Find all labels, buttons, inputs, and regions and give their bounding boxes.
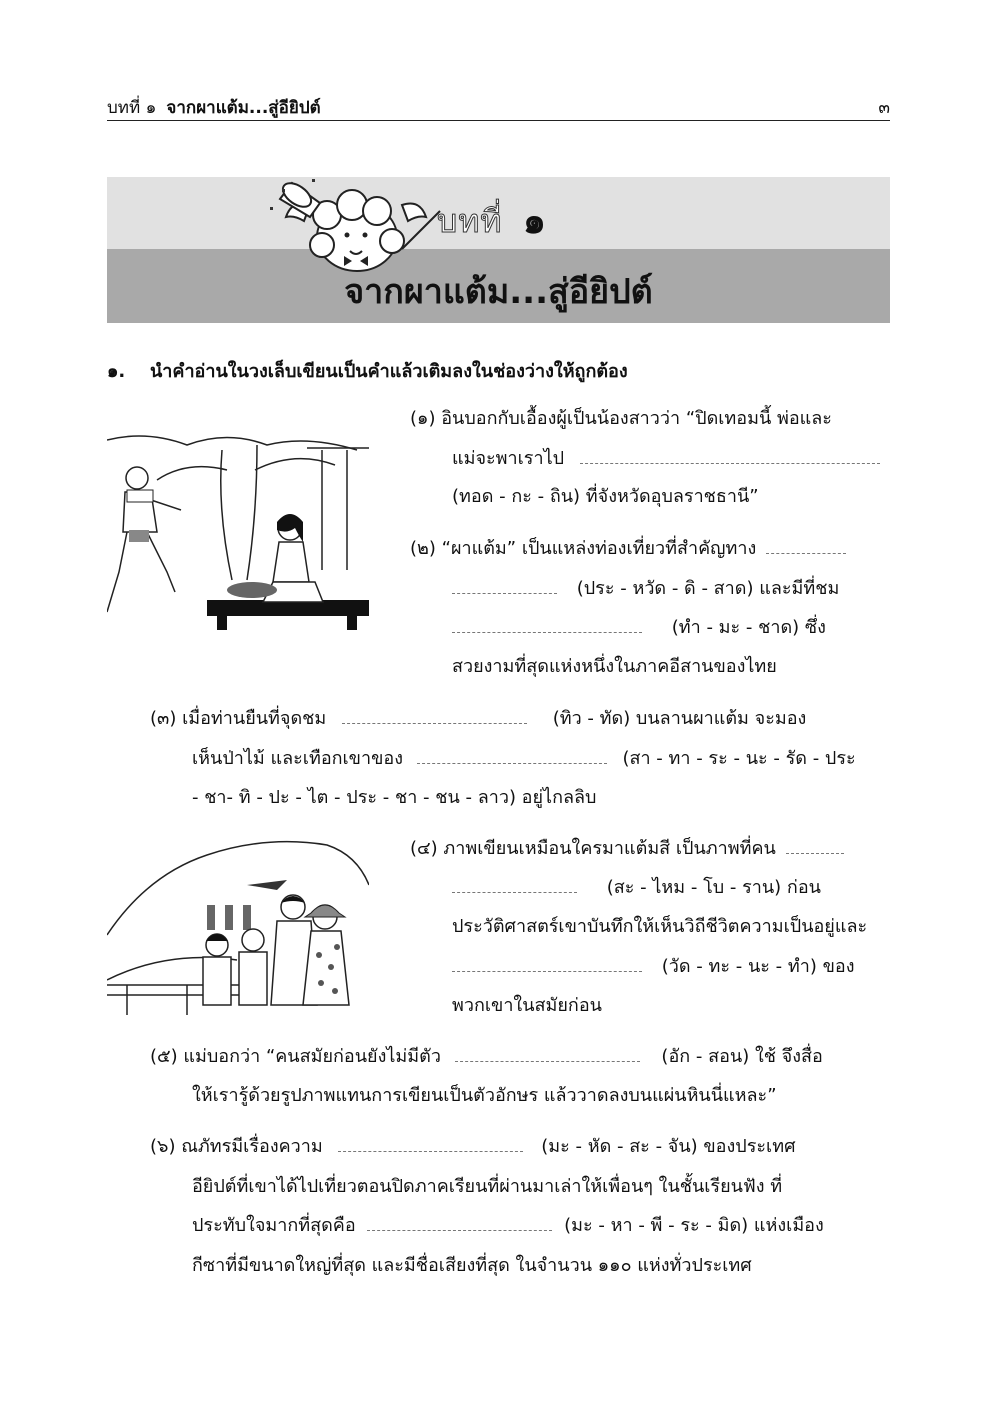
item-3-text-a: เมื่อท่านยืนที่จุดชม	[182, 708, 327, 729]
page-number: ๓	[878, 98, 890, 118]
cave-painting-illustration	[107, 835, 369, 1015]
item-6-text-a2: (มะ - หัด - สะ - จัน) ของประเทศ	[541, 1136, 796, 1157]
item-2-text-a: “ผาแต้ม” เป็นแหล่งท่องเที่ยวที่สำคัญทาง	[441, 538, 757, 559]
answer-blank[interactable]	[342, 707, 527, 724]
item-6-line-2	[192, 1173, 782, 1201]
children-picnic-illustration	[107, 430, 369, 630]
item-6-text-c2: (มะ - หา - พี - ระ - มิด) แห่งเมือง	[564, 1215, 824, 1236]
item-4-text-d: (วัด - ทะ - นะ - ทำ) ของ	[661, 956, 855, 977]
item-3-text-b2: (สา - ทา - ระ - นะ - รัด - ประ	[622, 748, 856, 769]
item-1-line-2	[452, 445, 880, 473]
item-4-line-5	[452, 992, 602, 1020]
answer-blank[interactable]	[338, 1135, 523, 1152]
item-4-line-3	[452, 913, 867, 941]
item-5-text-a: แม่บอกว่า “คนสมัยก่อนยังไม่มีตัว	[183, 1046, 441, 1067]
item-2-line-2	[452, 575, 839, 603]
item-3-number: (๓)	[150, 708, 177, 729]
item-2-line-3	[452, 614, 826, 642]
item-2-text-c: (ทำ - มะ - ชาด) ซึ่ง	[671, 617, 826, 638]
item-2-text-b: (ประ - หวัด - ดิ - สาด) และมีที่ชม	[576, 578, 840, 599]
item-1-text-c: (ทอด - กะ - ถิน) ที่จังหวัดอุบลราชธานี”	[452, 486, 759, 507]
item-4-text-e: พวกเขาในสมัยก่อน	[452, 995, 602, 1016]
item-5-number: (๕)	[150, 1046, 178, 1067]
answer-blank[interactable]	[580, 447, 880, 464]
item-3-line-3	[192, 784, 596, 812]
item-6-line-1	[150, 1133, 796, 1161]
item-1-line-1	[410, 405, 832, 433]
running-header	[107, 92, 890, 121]
item-1-text-a: อินบอกกับเอื้องผู้เป็นน้องสาวว่า “ปิดเทอมนี้ พ่อและ	[441, 408, 832, 429]
chapter-number: ๑	[523, 201, 546, 242]
item-4-line-1	[410, 835, 844, 863]
answer-blank[interactable]	[417, 747, 607, 764]
item-2-number: (๒)	[410, 538, 436, 559]
chapter-label: บทที่	[437, 202, 503, 240]
item-1-line-3	[452, 483, 759, 511]
answer-blank[interactable]	[452, 876, 577, 893]
item-3-text-c: - ชา- ทิ - ปะ - ไต - ประ - ชา - ชน - ลาว) อยู่ไกลลิบ	[192, 787, 597, 808]
answer-blank[interactable]	[452, 577, 557, 594]
item-6-line-4	[192, 1252, 752, 1280]
item-2-line-1	[410, 535, 846, 563]
header-chapter-name: จากผาแต้ม...สู่อียิปต์	[166, 98, 321, 118]
item-3-line-2	[192, 745, 856, 773]
item-5-line-2	[192, 1082, 777, 1110]
item-6-number: (๖)	[150, 1136, 176, 1157]
question-number: ๑.	[107, 361, 126, 382]
item-1-number: (๑)	[410, 408, 436, 429]
answer-blank[interactable]	[367, 1214, 552, 1231]
answer-blank[interactable]	[766, 537, 846, 554]
item-5-text-a2: (อัก - สอน) ใช้ จึงสื่อ	[661, 1046, 823, 1067]
item-3-text-a2: (ทิว - ทัด) บนลานผาแต้ม จะมอง	[552, 708, 807, 729]
item-4-number: (๔)	[410, 838, 438, 859]
item-6-text-a: ณภัทรมีเรื่องความ	[181, 1136, 323, 1157]
item-6-text-c: ประทับใจมากที่สุดคือ	[192, 1215, 356, 1236]
item-5-text-b: ให้เรารู้ด้วยรูปภาพแทนการเขียนเป็นตัวอักษร แล้ววาดลงบนแผ่นหินนี่แหละ”	[192, 1085, 777, 1106]
item-2-line-4	[452, 653, 777, 681]
item-4-text-c: ประวัติศาสตร์เขาบันทึกให้เห็นวิถีชีวิตความเป็นอยู่และ	[452, 916, 868, 937]
item-1-text-b: แม่จะพาเราไป	[452, 448, 565, 469]
answer-blank[interactable]	[452, 955, 642, 972]
answer-blank[interactable]	[452, 616, 642, 633]
item-4-line-4	[452, 953, 855, 981]
header-chapter-ref: บทที่ ๑	[107, 98, 157, 118]
item-6-text-b: อียิปต์ที่เขาได้ไปเที่ยวตอนปิดภาคเรียนที่ผ่านมาเล่าให้เพื่อนๆ ในชั้นเรียนฟัง ที่	[192, 1176, 783, 1197]
answer-blank[interactable]	[455, 1045, 640, 1062]
chapter-title: จากผาแต้ม...สู่อียิปต์	[344, 272, 653, 312]
item-4-text-b: (สะ - ไหม - โบ - ราน) ก่อน	[606, 877, 821, 898]
item-6-text-d: กีซาที่มีขนาดใหญ่ที่สุด และมีชื่อเสียงที่สุด ในจำนวน ๑๑๐ แห่งทั่วประเทศ	[192, 1255, 752, 1276]
item-5-line-1	[150, 1043, 823, 1071]
item-4-text-a: ภาพเขียนเหมือนใครมาแต้มสี เป็นภาพที่คน	[443, 838, 776, 859]
header-chapter	[107, 94, 321, 121]
item-2-text-d: สวยงามที่สุดแห่งหนึ่งในภาคอีสานของไทย	[452, 656, 777, 677]
item-4-line-2	[452, 874, 821, 902]
answer-blank[interactable]	[786, 837, 844, 854]
item-3-line-1	[150, 705, 806, 733]
item-3-text-b: เห็นป่าไม้ และเทือกเขาของ	[192, 748, 403, 769]
item-6-line-3	[192, 1212, 824, 1240]
question-instruction: นำคำอ่านในวงเล็บเขียนเป็นคำแล้วเติมลงในช่องว่างให้ถูกต้อง	[150, 361, 628, 382]
